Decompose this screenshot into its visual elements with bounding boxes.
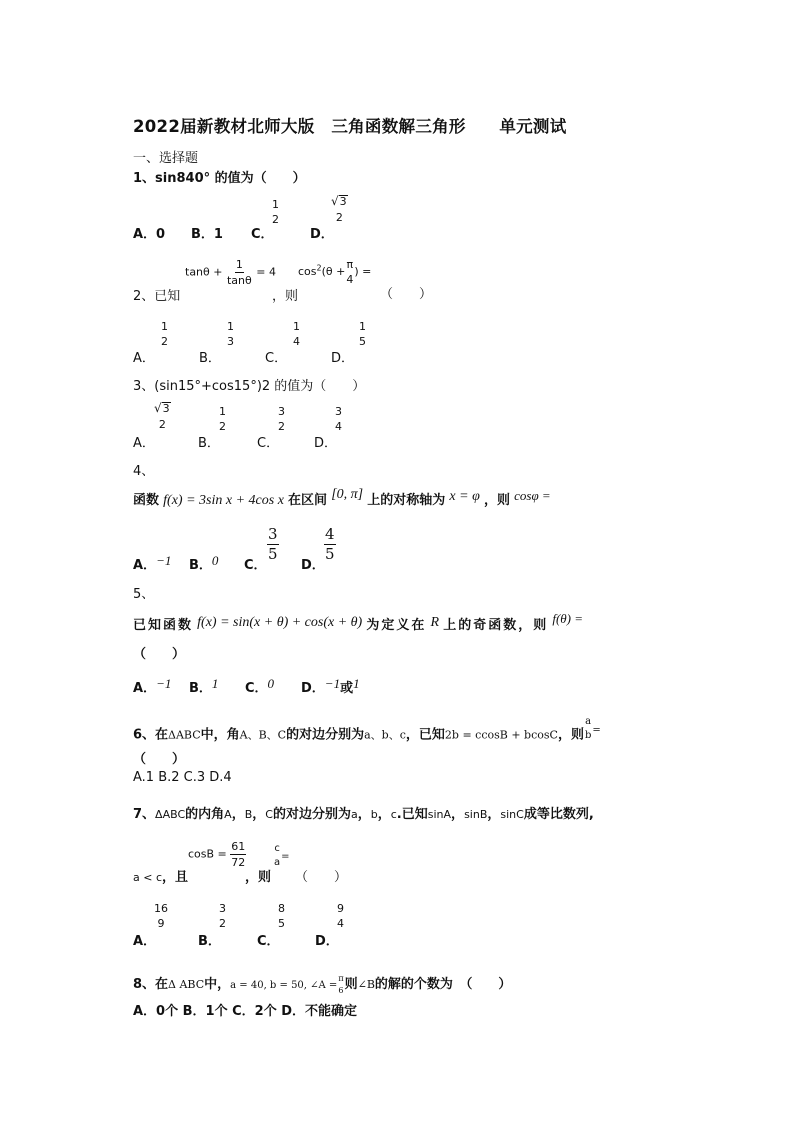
q5-option-a [133,677,171,696]
q2-option-a-fraction [160,321,169,347]
numerator: 1 [161,320,168,333]
q7-text-5: 成等比数列, [523,807,594,822]
numerator: a [585,716,592,727]
q2-option-c: C． [265,351,288,366]
numerator: 1 [235,258,243,271]
numerator: 8 [278,902,285,915]
q8-stem [133,973,511,995]
q2-option-b: B． [199,351,221,366]
q7-answer-paren: （ ） [295,870,348,885]
separator: ， [451,807,465,822]
q8-text-1: 8、在 [133,977,169,992]
q4-option-d-fraction [324,527,336,562]
q7-sin-c: sinC [500,808,524,821]
separator: ， [231,807,245,822]
tan-term: tanθ + [185,265,223,279]
q2-option-d: D． [331,351,355,366]
q4-option-d: D． [301,558,325,573]
denominator: 2 [219,420,226,433]
q4-text-3: 上的对称轴为 [367,493,446,508]
q5-text-1: 已知函数 [133,618,194,633]
q4-text-4: ，则 [483,493,510,508]
option-value: −1 [156,553,172,568]
numerator: π [338,973,344,983]
numerator: 1 [219,405,226,418]
q7-ca [273,844,290,868]
cos-arg: (θ + [321,265,346,278]
option-label: B． [189,558,212,573]
q7-option-c-fraction [277,903,286,929]
q3-option-b-fraction [218,406,227,432]
q6-stem [133,716,601,747]
q3-option-d-fraction [334,406,343,432]
equals-four: = 4 [256,265,276,279]
cos-term: cos [298,265,317,278]
q5-f-theta: f(θ) = [552,611,584,626]
q7-side-b: b [370,808,378,821]
q7-stem [133,803,594,822]
or-text: 或 [340,681,354,696]
q4-stem [133,489,551,509]
q1-option-c: C． [251,227,274,242]
option-label: C． [245,681,268,696]
sqrt-icon: √ [154,401,162,415]
q4-interval: [0, π] [331,487,364,502]
sqrt-icon: √ [331,194,339,208]
denominator: a [274,857,281,868]
denominator: b [584,730,592,741]
q8-condition: a = 40, b = 50, ∠A = [230,980,338,991]
q4-function: f(x) = 3sin x + 4cos x [163,493,284,508]
q5-stem [133,611,584,634]
q7-option-d-fraction [336,903,345,929]
q1-option-b: B．1 [191,227,223,242]
denominator: 2 [272,213,279,226]
numerator: 3 [268,525,278,543]
option-value: 1 [211,676,219,691]
q7-option-a: A． [133,934,157,949]
q5-option-c [245,677,274,696]
q4-text-2: 在区间 [288,493,328,508]
radicand: 3 [162,402,170,415]
q3-option-c: C． [257,436,280,451]
q7-text-2: 的内角 [185,807,225,822]
option-value: 0 [267,676,275,691]
option-value: 0 [211,553,219,568]
numerator: 1 [359,320,366,333]
q3-option-a-fraction [153,402,172,430]
denominator: 9 [157,917,165,930]
q7-sin-b: sinB [464,808,488,821]
q6-sides: a、b、c [364,728,406,742]
q4-option-b [189,554,218,573]
q2-answer-paren: （ ） [380,287,433,302]
option-label: D． [301,681,325,696]
q7-sin-a: sinA [427,808,452,821]
q3-option-a: A． [133,436,155,451]
denominator: 4 [337,917,344,930]
q7-cosb [188,841,246,868]
denominator: 6 [338,985,344,995]
q7-angle-b: B [244,808,253,821]
option-label: A． [133,558,157,573]
q7-option-b: B． [198,934,221,949]
cosb-label: cosB = [188,847,227,861]
q1-option-d: D． [310,227,334,242]
q2-option-b-fraction [226,321,235,347]
q2-comma: ，则 [272,289,299,304]
q8-options: A．0个 B．1个 C．2个 D．不能确定 [133,1004,358,1019]
denominator: 3 [227,335,234,348]
q4-number: 4、 [133,464,155,479]
q1-option-c-fraction [271,199,280,225]
denominator: 4 [293,335,300,348]
q1-option-a: A．0 [133,227,166,242]
q3-option-c-fraction [277,406,286,432]
numerator: 3 [278,405,285,418]
q4-option-c: C． [244,558,267,573]
q6-text-2: 中，角 [200,727,240,743]
option-value: −1 [156,676,172,691]
q5-text-3: 上的奇函数，则 [443,618,549,633]
q7-side-a: a [350,808,358,821]
q7-text-7: ，则 [245,870,272,885]
numerator: 3 [335,405,342,418]
q7-angle-c: C [265,808,273,821]
q7-inequality: a < c [133,871,162,884]
q5-number: 5、 [133,587,155,602]
option-label: A． [133,681,157,696]
option-label: B． [189,681,212,696]
equals: = [281,851,290,862]
q2-option-c-fraction [292,321,301,347]
numerator: 1 [272,198,279,211]
q8-angle-b: ∠B [357,978,375,991]
q7-text-3: 的对边分别为 [272,807,351,822]
numerator: 16 [154,902,168,915]
q8-text-2: 中， [204,977,231,992]
q6-triangle: ΔABC [168,728,201,742]
q4-option-c-fraction [267,527,279,562]
q7-text-1: 7、 [133,807,156,822]
q5-function: f(x) = sin(x + θ) + cos(x + θ) [197,615,363,630]
numerator: 1 [293,320,300,333]
q4-option-a [133,554,171,573]
numerator: 1 [227,320,234,333]
numerator: 4 [325,525,335,543]
section-heading: 一、选择题 [133,151,199,166]
denominator: 2 [158,417,166,431]
numerator: 3 [219,902,226,915]
q8-text-3: 则 [344,977,358,992]
denominator: 2 [161,335,168,348]
numerator: 9 [337,902,344,915]
q2-option-a: A． [133,351,155,366]
q1-option-d-fraction [330,195,349,223]
denominator: 2 [278,420,285,433]
q7-text-6: ，且 [162,870,189,885]
q2-option-d-fraction [358,321,367,347]
q5-text-2: 为定义在 [366,618,427,633]
q7-triangle: ΔABC [155,808,186,821]
q3-option-d: D． [314,436,338,451]
q7-option-a-fraction [153,903,169,929]
q4-axis: x = φ [449,489,480,504]
q7-option-b-fraction [218,903,227,929]
option-value-1: −1 [324,676,341,691]
separator: ， [357,807,371,822]
q7-condition [133,866,188,885]
q7-option-c: C． [257,934,280,949]
separator: ， [487,807,501,822]
q8-triangle: Δ ABC [168,978,205,991]
denominator: 4 [346,273,354,286]
q6-angles: A、B、C [239,728,287,742]
q8-text-4: 的解的个数为 （ ） [374,977,512,992]
q1-stem: 1、sin840° 的值为（ ） [133,171,306,186]
q2-condition [185,259,276,286]
q6-text-1: 6、在 [133,727,169,743]
q3-option-b: B． [198,436,220,451]
numerator: 61 [231,840,246,853]
denominator: 2 [335,210,343,224]
q5-answer-paren: （ ） [133,647,186,662]
q5-set-r: R [430,615,440,630]
q2-prefix: 2、已知 [133,289,181,304]
denominator: 72 [231,856,246,869]
q3-stem: 3、(sin15°+cos15°)2 的值为（ ） [133,379,366,394]
exponent: 2 [316,263,322,273]
denominator: 2 [219,917,226,930]
denominator: 5 [359,335,366,348]
equals: = [592,724,601,736]
denominator: 5 [325,545,335,563]
q6-options: A.1 B.2 C.3 D.4 [133,770,232,785]
document-title: 2022届新教材北师大版 三角函数解三角形 单元测试 [133,117,567,136]
q6-equation: 2b = ccosB + bcosC [444,728,558,742]
numerator: π [346,258,354,271]
q6-answer-paren: （ ） [133,752,186,767]
q6-text-3: 的对边分别为 [286,727,365,743]
q7-angle-a: A [224,808,232,821]
denominator: 5 [278,917,285,930]
q7-text-4: .已知 [396,807,428,822]
q4-text-1: 函数 [133,493,160,508]
denominator: 4 [335,420,342,433]
q5-option-b [189,677,218,696]
q2-expression [298,259,371,285]
q5-option-d [301,677,360,696]
denominator: 5 [268,545,278,563]
q6-text-4: ，已知 [405,727,445,743]
denominator: tanθ [226,274,252,287]
q4-cos-phi: cosφ = [514,488,551,503]
q6-text-5: ，则 [557,727,584,743]
numerator: c [274,843,280,854]
q7-side-c: c [390,808,397,821]
cos-close: ) = [354,265,372,278]
radicand: 3 [339,195,347,208]
separator: ， [252,807,266,822]
separator: ， [377,807,391,822]
q7-option-d: D． [315,934,339,949]
option-value-2: 1 [353,676,360,691]
